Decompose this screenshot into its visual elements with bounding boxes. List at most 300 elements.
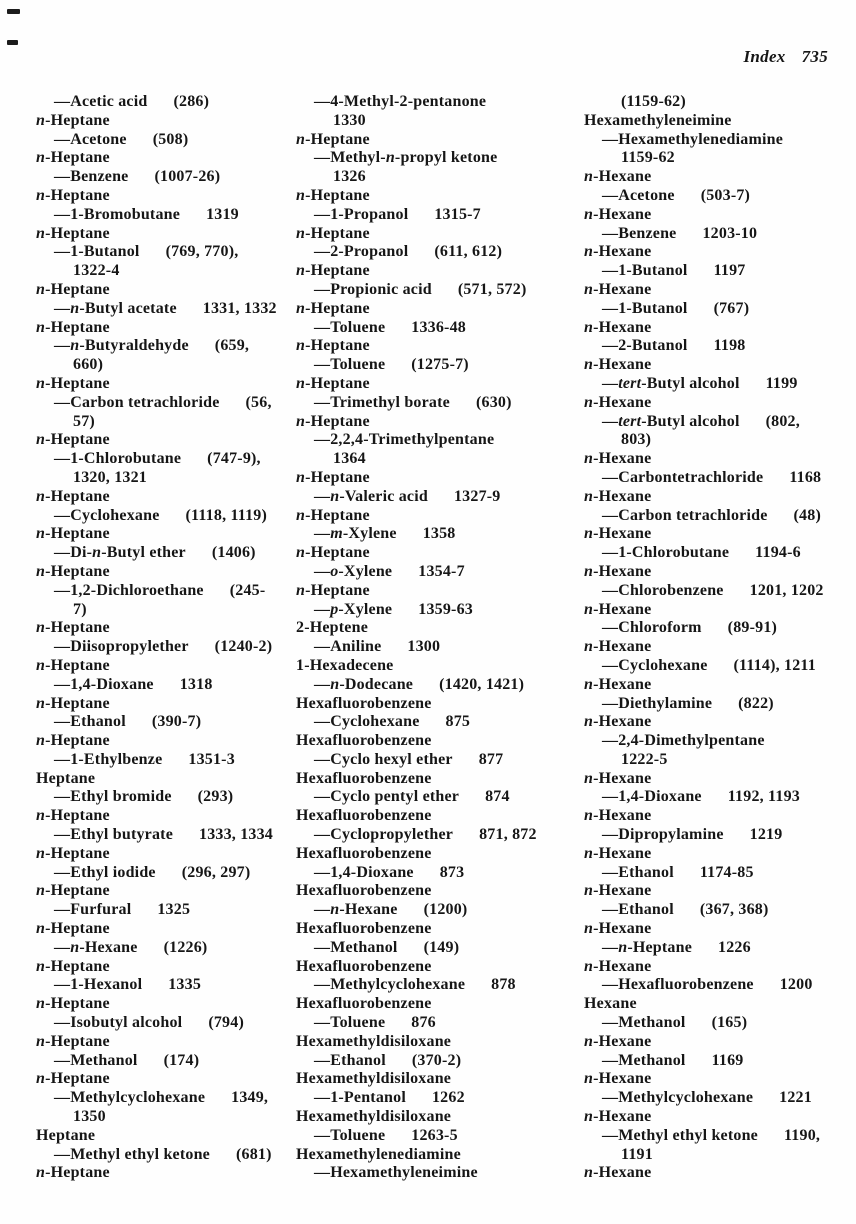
index-continuation-line — [296, 450, 578, 469]
entry-text: n-Hexane — [584, 1108, 652, 1126]
index-sub-entry — [584, 864, 846, 883]
entry-text: Hexafluorobenzene — [296, 769, 432, 787]
index-sub-entry — [296, 243, 578, 262]
index-continuation-line — [36, 469, 292, 488]
index-main-entry — [296, 1033, 578, 1052]
index-continuation-line — [584, 93, 846, 112]
entry-text: —1-Butanol — [54, 243, 140, 261]
entry-text: —n-Valeric acid — [314, 487, 428, 505]
entry-text: n-Heptane — [296, 468, 370, 486]
page-numbers: 871, 872 — [479, 826, 537, 844]
entry-text: —Ethanol — [54, 713, 126, 731]
entry-text: Heptane — [36, 1126, 96, 1144]
index-main-entry — [36, 149, 292, 168]
entry-text: 2-Heptene — [296, 619, 369, 637]
entry-text: n-Heptane — [296, 337, 370, 355]
index-main-entry — [584, 845, 846, 864]
entry-text: —Hexafluorobenzene — [602, 976, 754, 994]
entry-text: —Toluene — [314, 318, 386, 336]
page-numbers: 1333, 1334 — [199, 826, 273, 844]
index-sub-entry — [36, 243, 292, 262]
index-main-entry — [584, 281, 846, 300]
page-numbers: 1200 — [779, 976, 813, 994]
entry-text: —Methyl ethyl ketone — [602, 1126, 758, 1144]
index-sub-entry — [584, 582, 846, 601]
entry-text: —Aniline — [314, 638, 382, 656]
entry-text: —Cyclo hexyl ether — [314, 750, 453, 768]
entry-text: n-Heptane — [36, 920, 110, 938]
entry-text: n-Hexane — [584, 713, 652, 731]
entry-text: —o-Xylene — [314, 562, 393, 580]
entry-text: n-Hexane — [584, 638, 652, 656]
page-numbers: 878 — [491, 976, 516, 994]
entry-text: Hexafluorobenzene — [296, 844, 432, 862]
index-main-entry — [36, 657, 292, 676]
page-numbers: (769, 770), — [165, 243, 239, 261]
page-numbers: 1168 — [789, 468, 822, 486]
page-numbers: (1275-7) — [411, 356, 469, 374]
entry-text: 1-Hexadecene — [296, 656, 394, 674]
index-main-entry — [36, 563, 292, 582]
entry-text: n-Heptane — [296, 374, 370, 392]
page-numbers: 1359-63 — [418, 600, 473, 618]
entry-text: —1-Butanol — [602, 299, 688, 317]
page-numbers: (1200) — [423, 901, 468, 919]
entry-text: 1320, 1321 — [73, 468, 147, 486]
page-numbers: (659, — [214, 337, 250, 355]
entry-text: —Hexamethyleneimine — [314, 1164, 478, 1182]
entry-text: —Methyl ethyl ketone — [54, 1145, 210, 1163]
index-main-entry — [36, 319, 292, 338]
index-main-entry — [296, 300, 578, 319]
entry-text: n-Heptane — [296, 224, 370, 242]
page-numbers: 1219 — [749, 826, 783, 844]
entry-text: n-Hexane — [584, 168, 652, 186]
entry-text: Hexamethyldisiloxane — [296, 1032, 452, 1050]
entry-text: —2,4-Dimethylpentane — [602, 732, 765, 750]
entry-text: 1330 — [333, 111, 366, 129]
index-sub-entry — [296, 751, 578, 770]
entry-text: —Cyclohexane — [314, 713, 420, 731]
index-sub-entry — [584, 619, 846, 638]
entry-text: n-Heptane — [36, 807, 110, 825]
entry-text: —1-Ethylbenze — [54, 750, 163, 768]
index-sub-entry — [296, 281, 578, 300]
entry-text: —Cyclohexane — [602, 656, 708, 674]
entry-text: n-Heptane — [36, 1164, 110, 1182]
index-main-entry — [296, 845, 578, 864]
index-sub-entry — [296, 1014, 578, 1033]
page-numbers: (802, — [765, 412, 800, 430]
entry-text: n-Hexane — [584, 562, 652, 580]
entry-text: 1326 — [333, 168, 366, 186]
index-main-entry — [36, 1127, 292, 1146]
entry-text: —Toluene — [314, 1126, 386, 1144]
index-main-entry — [36, 225, 292, 244]
entry-text: n-Heptane — [296, 544, 370, 562]
entry-text: n-Hexane — [584, 1164, 652, 1182]
entry-text: 1159-62 — [621, 149, 675, 167]
index-main-entry — [584, 1070, 846, 1089]
index-sub-entry — [296, 525, 578, 544]
index-main-entry — [584, 1033, 846, 1052]
index-sub-entry — [296, 149, 578, 168]
entry-text: —Acetone — [54, 130, 127, 148]
index-main-entry — [584, 920, 846, 939]
entry-text: —Ethanol — [602, 863, 674, 881]
page-numbers: 874 — [485, 788, 510, 806]
entry-text: n-Heptane — [296, 299, 370, 317]
entry-text: n-Heptane — [36, 525, 110, 543]
page-numbers: (508) — [152, 130, 189, 148]
index-main-entry — [584, 770, 846, 789]
index-main-entry — [36, 1070, 292, 1089]
index-main-entry — [36, 1164, 292, 1183]
page-numbers: 873 — [439, 863, 465, 881]
entry-text: Hexane — [584, 995, 637, 1013]
entry-text: —1-Hexanol — [54, 976, 143, 994]
index-sub-entry — [36, 676, 292, 695]
entry-text: Hexafluorobenzene — [296, 995, 432, 1013]
entry-text: n-Heptane — [36, 374, 110, 392]
entry-text: n-Heptane — [36, 318, 110, 336]
entry-text: —Toluene — [314, 356, 386, 374]
index-main-entry — [36, 958, 292, 977]
index-continuation-line — [296, 168, 578, 187]
index-sub-entry — [584, 1014, 846, 1033]
entry-text: n-Heptane — [36, 224, 110, 242]
page-numbers: (1420, 1421) — [439, 675, 525, 693]
entry-text: n-Hexane — [584, 243, 652, 261]
index-main-entry — [36, 525, 292, 544]
entry-text: n-Heptane — [36, 957, 110, 975]
index-main-entry — [296, 995, 578, 1014]
index-main-entry — [36, 431, 292, 450]
index-sub-entry — [296, 901, 578, 920]
page-numbers: 875 — [445, 713, 471, 731]
index-main-entry — [36, 770, 292, 789]
index-main-entry — [36, 845, 292, 864]
entry-text: —Methanol — [54, 1051, 138, 1069]
entry-text: —1-Butanol — [602, 262, 688, 280]
index-sub-entry — [296, 638, 578, 657]
page-numbers: 1349, — [231, 1089, 269, 1107]
index-sub-entry — [584, 469, 846, 488]
entry-text: —1,4-Dioxane — [54, 675, 154, 693]
index-continuation-line — [584, 751, 846, 770]
page-numbers: 876 — [411, 1014, 436, 1032]
page-numbers: (1007-26) — [154, 168, 221, 186]
index-sub-entry — [584, 337, 846, 356]
entry-text: —1,4-Dioxane — [602, 788, 702, 806]
entry-text: —tert-Butyl alcohol — [602, 412, 740, 430]
entry-text: —1-Chlorobutane — [602, 544, 730, 562]
index-column-middle — [296, 93, 578, 1183]
entry-text: n-Heptane — [36, 732, 110, 750]
entry-text: —Di-n-Butyl ether — [54, 544, 186, 562]
entry-text: —2,2,4-Trimethylpentane — [314, 431, 495, 449]
entry-text: Hexafluorobenzene — [296, 957, 432, 975]
page-numbers: 1358 — [422, 525, 456, 543]
entry-text: —Furfural — [54, 901, 132, 919]
entry-text: 57) — [73, 412, 95, 430]
page-numbers: 1335 — [168, 976, 202, 994]
page-numbers: 1190, — [783, 1126, 821, 1144]
entry-text: —Methylcyclohexane — [314, 976, 466, 994]
index-sub-entry — [296, 563, 578, 582]
index-continuation-line — [36, 1108, 292, 1127]
index-column-left — [36, 93, 292, 1183]
index-main-entry — [296, 807, 578, 826]
entry-text: —Benzene — [54, 168, 129, 186]
entry-text: —Carbon tetrachloride — [602, 506, 768, 524]
index-main-entry — [36, 281, 292, 300]
page-numbers: (630) — [475, 393, 512, 411]
entry-text: Hexafluorobenzene — [296, 882, 432, 900]
page-numbers: (1226) — [163, 938, 208, 956]
index-main-entry — [296, 131, 578, 150]
page-numbers: (296, 297) — [181, 863, 251, 881]
page-numbers: 1226 — [718, 938, 751, 956]
index-main-entry — [36, 488, 292, 507]
index-main-entry — [584, 563, 846, 582]
page-numbers: (571, 572) — [457, 280, 527, 298]
entry-text: —Carbon tetrachloride — [54, 393, 220, 411]
entry-text: n-Heptane — [36, 186, 110, 204]
entry-text: n-Heptane — [296, 506, 370, 524]
entry-text: n-Hexane — [584, 920, 652, 938]
index-sub-entry — [36, 1089, 292, 1108]
entry-text: 1222-5 — [621, 750, 668, 768]
index-sub-entry — [296, 713, 578, 732]
index-main-entry — [296, 657, 578, 676]
entry-text: n-Hexane — [584, 393, 652, 411]
index-main-entry — [36, 375, 292, 394]
page-numbers: (611, 612) — [434, 243, 503, 261]
entry-text: —Cyclopropylether — [314, 826, 454, 844]
index-sub-entry — [584, 544, 846, 563]
entry-text: —2-Butanol — [602, 337, 688, 355]
entry-text: n-Heptane — [36, 844, 110, 862]
index-main-entry — [296, 337, 578, 356]
entry-text: —1-Pentanol — [314, 1089, 406, 1107]
entry-text: n-Hexane — [584, 450, 652, 468]
page-numbers: (1240-2) — [214, 638, 273, 656]
index-column-right — [584, 93, 846, 1183]
index-main-entry — [296, 1070, 578, 1089]
entry-text: —Hexamethylenediamine — [602, 130, 784, 148]
entry-text: Hexafluorobenzene — [296, 732, 432, 750]
index-sub-entry — [36, 300, 292, 319]
entry-text: —1-Bromobutane — [54, 205, 181, 223]
index-sub-entry — [36, 206, 292, 225]
index-sub-entry — [36, 713, 292, 732]
index-sub-entry — [36, 507, 292, 526]
entry-text: —Trimethyl borate — [314, 393, 450, 411]
index-main-entry — [584, 319, 846, 338]
index-main-entry — [296, 958, 578, 977]
index-sub-entry — [296, 394, 578, 413]
page-numbers: (286) — [173, 93, 210, 110]
index-main-entry — [584, 394, 846, 413]
entry-text: n-Heptane — [36, 1032, 110, 1050]
entry-text: n-Heptane — [296, 412, 370, 430]
index-main-entry — [296, 225, 578, 244]
entry-text: n-Hexane — [584, 356, 652, 374]
entry-text: —Methylcyclohexane — [54, 1089, 206, 1107]
entry-text: n-Hexane — [584, 844, 652, 862]
index-sub-entry — [36, 751, 292, 770]
page-numbers: (48) — [793, 506, 821, 524]
index-sub-entry — [36, 1052, 292, 1071]
entry-text: —Methylcyclohexane — [602, 1089, 754, 1107]
index-sub-entry — [296, 939, 578, 958]
page-numbers: (245- — [229, 581, 266, 599]
page-numbers: (1118, 1119) — [185, 506, 268, 524]
entry-text: Hexamethyldisiloxane — [296, 1108, 452, 1126]
page-numbers: 1169 — [711, 1051, 744, 1069]
index-continuation-line — [584, 149, 846, 168]
index-continuation-line — [584, 431, 846, 450]
index-main-entry — [584, 601, 846, 620]
entry-text: (1159-62) — [621, 93, 686, 110]
index-sub-entry — [36, 826, 292, 845]
entry-text: n-Heptane — [296, 581, 370, 599]
index-main-entry — [584, 168, 846, 187]
page-numbers: (370-2) — [411, 1051, 462, 1069]
index-main-entry — [296, 1108, 578, 1127]
index-sub-entry — [584, 1089, 846, 1108]
index-continuation-line — [36, 356, 292, 375]
page-numbers: (56, — [245, 393, 272, 411]
index-main-entry — [584, 676, 846, 695]
index-main-entry — [584, 488, 846, 507]
index-main-entry — [36, 187, 292, 206]
index-continuation-line — [36, 601, 292, 620]
index-sub-entry — [296, 864, 578, 883]
index-main-entry — [36, 732, 292, 751]
index-sub-entry — [296, 788, 578, 807]
index-sub-entry — [584, 507, 846, 526]
entry-text: n-Heptane — [36, 656, 110, 674]
entry-text: n-Heptane — [296, 262, 370, 280]
index-main-entry — [584, 112, 846, 131]
entry-text: n-Hexane — [584, 525, 652, 543]
entry-text: —Acetone — [602, 186, 675, 204]
entry-text: —Toluene — [314, 1014, 386, 1032]
entry-text: —1-Propanol — [314, 205, 409, 223]
entry-text: —Chlorobenzene — [602, 581, 724, 599]
index-main-entry — [584, 1108, 846, 1127]
entry-text: —n-Butyraldehyde — [54, 337, 189, 355]
page-number: 735 — [801, 47, 828, 66]
index-sub-entry — [296, 431, 578, 450]
entry-text: —2-Propanol — [314, 243, 409, 261]
index-continuation-line — [36, 262, 292, 281]
index-sub-entry — [36, 1014, 292, 1033]
page-numbers: 1262 — [431, 1089, 465, 1107]
page-numbers: (747-9), — [207, 450, 261, 468]
entry-text: —1,4-Dioxane — [314, 863, 414, 881]
entry-text: —Isobutyl alcohol — [54, 1014, 183, 1032]
page-numbers: (822) — [738, 694, 774, 712]
index-main-entry — [584, 807, 846, 826]
entry-text: n-Heptane — [36, 487, 110, 505]
index-main-entry — [296, 582, 578, 601]
page-numbers: 877 — [478, 750, 504, 768]
index-main-entry — [584, 713, 846, 732]
entry-text: 1191 — [621, 1145, 653, 1163]
entry-text: n-Hexane — [584, 769, 652, 787]
page-numbers: 1325 — [157, 901, 191, 919]
page-numbers: 1327-9 — [453, 487, 501, 505]
index-sub-entry — [36, 337, 292, 356]
index-sub-entry — [296, 1164, 578, 1183]
index-main-entry — [296, 262, 578, 281]
entry-text: —Methanol — [314, 938, 398, 956]
index-sub-entry — [584, 413, 846, 432]
page-numbers: 1315-7 — [434, 205, 481, 223]
entry-text: n-Hexane — [584, 807, 652, 825]
entry-text: n-Heptane — [36, 431, 110, 449]
index-main-entry — [36, 995, 292, 1014]
index-sub-entry — [584, 375, 846, 394]
entry-text: Heptane — [36, 769, 96, 787]
index-sub-entry — [296, 826, 578, 845]
entry-text: —Diisopropylether — [54, 638, 189, 656]
entry-text: Hexafluorobenzene — [296, 694, 432, 712]
index-main-entry — [296, 920, 578, 939]
index-continuation-line — [296, 112, 578, 131]
index-main-entry — [296, 619, 578, 638]
index-sub-entry — [296, 206, 578, 225]
entry-text: —Ethyl iodide — [54, 863, 156, 881]
entry-text: —Ethanol — [602, 901, 674, 919]
entry-text: n-Hexane — [584, 1032, 652, 1050]
entry-text: Hexafluorobenzene — [296, 807, 432, 825]
page-numbers: 1174-85 — [699, 863, 754, 881]
entry-text: 1364 — [333, 450, 366, 468]
entry-text: —Ethyl bromide — [54, 788, 172, 806]
index-main-entry — [584, 638, 846, 657]
index-sub-entry — [36, 1146, 292, 1165]
page-numbers: 1300 — [407, 638, 441, 656]
page-numbers: 1198 — [713, 337, 746, 355]
page-numbers: (149) — [423, 938, 460, 956]
entry-text: —Cyclo pentyl ether — [314, 788, 460, 806]
entry-text: —Cyclohexane — [54, 506, 160, 524]
index-main-entry — [36, 807, 292, 826]
index-sub-entry — [584, 976, 846, 995]
index-sub-entry — [36, 582, 292, 601]
page-numbers: (1114), 1211 — [733, 656, 816, 674]
index-continuation-line — [36, 413, 292, 432]
index-sub-entry — [584, 225, 846, 244]
index-sub-entry — [584, 732, 846, 751]
index-main-entry — [584, 356, 846, 375]
index-sub-entry — [296, 676, 578, 695]
index-sub-entry — [296, 976, 578, 995]
index-main-entry — [584, 450, 846, 469]
page-numbers: 1221 — [779, 1089, 812, 1107]
page-numbers: 1201, 1202 — [749, 581, 824, 599]
page-numbers: (503-7) — [700, 186, 751, 204]
entry-text: n-Hexane — [584, 675, 652, 693]
entry-text: —Dipropylamine — [602, 826, 724, 844]
entry-text: —Diethylamine — [602, 694, 713, 712]
page-numbers: 1336-48 — [411, 318, 466, 336]
entry-text: n-Hexane — [584, 205, 652, 223]
